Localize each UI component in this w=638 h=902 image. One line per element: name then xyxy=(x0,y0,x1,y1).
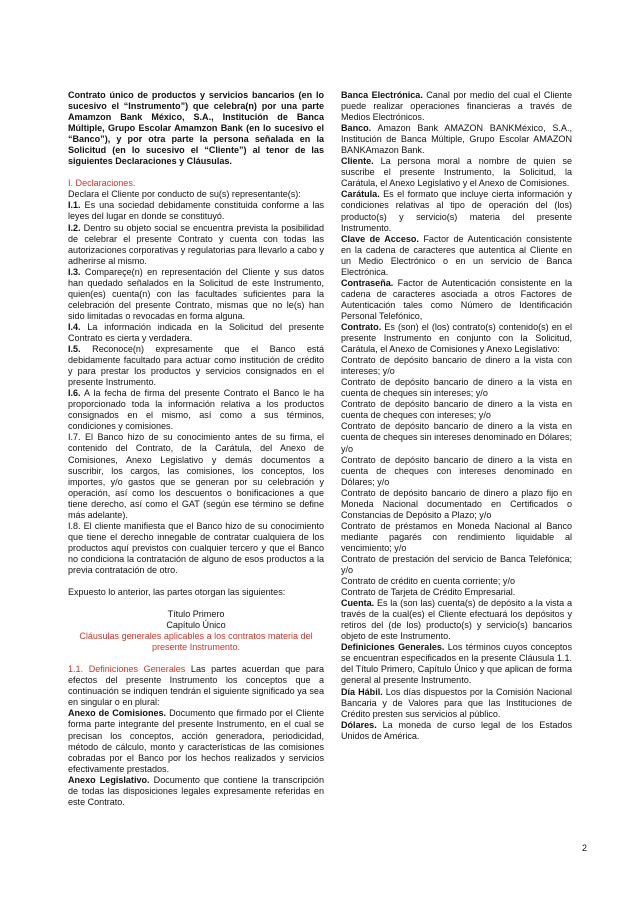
definition-caratula: Carátula. Es el formato que incluye cierta información y condiciones relativas al tipo de operación del (los) producto(s) y servicio(s) materia del presente Instrumento. xyxy=(341,189,572,233)
definition-contrato: Contrato. Es (son) el (los) contrato(s) contenido(s) en el presente Instrumento en conjunto con la Solicitud, Carátula, el Anexo de Comisiones y Anexo Legislativo: xyxy=(341,321,572,355)
titulo-primero: Título Primero xyxy=(167,609,225,620)
definition-cliente: Cliente. La persona moral a nombre de quien se suscribe el presente Instrumento, la Solicitud, la Carátula, el Anexo Legislativo y el Anexo de Comisiones. xyxy=(341,156,572,189)
declaracion-item: I.7. El Banco hizo de su conocimiento antes de su firma, el contenido del Contrato, de la Carátula, del Anexo de Comisiones, Anexo Legislativo y demás documentos a suscribir, los cargos, las comisiones, los conceptos, los importes, y/o gastos que se generan por su celebración y operación, así como los descuentos o bonificaciones a que tiene derecho, así como el GAT (según ese término se define más adelante). xyxy=(68,432,324,520)
capitulo-unico: Capítulo Único xyxy=(166,620,226,631)
definition-banco: Banco. Amazon Bank AMAZON BANKMéxico, S.A., Institución de Banca Múltiple, Grupo Escolar AMAZON BANKAmazon Bank. xyxy=(341,123,572,156)
contract-type-item: Contrato de depósito bancario de dinero a plazo fijo en Moneda Nacional documentado en Certificados o Constancias de Depósito a Plazo; y/o xyxy=(341,487,572,520)
contract-type-item: Contrato de depósito bancario de dinero a la vista en cuenta de cheques sin intereses; y/o xyxy=(341,377,572,399)
definition-anexo-legislativo-start: Anexo Legislativo. Documento que contiene la transcripción de todas las disposiciones legales expresamente referidas en este Contrato. xyxy=(68,774,324,807)
contract-type-item: Contrato de depósito bancario de dinero a la vista en cuenta de cheques con intereses; y/o xyxy=(341,399,572,421)
declaracion-item: I.8. El cliente manifiesta que el Banco hizo de su conocimiento que tiene el derecho innegable de contratar cualquiera de los productos aquí previstos con cualquier tercero y que el Banco no condiciona la contratación de alguno de esos productos a la previa contratación de otro. xyxy=(68,520,324,575)
declaracion-item: I.6. A la fecha de firma del presente Contrato el Banco le ha proporcionado toda la información relativa a los productos consignados en el mismo, así como a sus términos, condiciones y comisiones. xyxy=(68,388,324,432)
contract-type-item: Contrato de Tarjeta de Crédito Empresarial. xyxy=(341,587,516,598)
definition-anexo-comisiones: Anexo de Comisiones. Documento que firmado por el Cliente forma parte integrante del presente Instrumento, en el cual se precisan los conceptos, acción generadora, periodicidad, método de cálculo, monto y características de las comisiones cobradas por el Banco por los hechos realizados y servicios efectivamente prestados. xyxy=(68,708,324,774)
declaracion-item: I.4. La información indicada en la Solicitud del presente Contrato es cierta y verdadera. xyxy=(68,321,325,343)
contract-type-item: Contrato de crédito en cuenta corriente; y/o xyxy=(341,576,516,587)
declara-cliente: Declara el Cliente por conducto de su(s) representante(s): xyxy=(68,189,301,200)
contract-type-item: Contrato de depósito bancario de dinero a la vista en cuenta de cheques con intereses denominado en Dólares; y/o xyxy=(341,454,572,487)
definiciones-intro: 1.1. Definiciones Generales Las partes acuerdan que para efectos del presente Instrumento los conceptos que a continuación se indiquen tendrán el siguiente significado ya sea en singular o en plural: xyxy=(68,664,324,708)
declaracion-item: I.2. Dentro su objeto social se encuentra prevista la posibilidad de celebrar el presente Contrato y cuenta con todas las autorizaciones corporativas y regulatorias para llevarlo a cabo y adherirse al mismo. xyxy=(68,222,324,266)
left-column xyxy=(68,90,324,808)
definition-contrasena: Contraseña. Factor de Autenticación consistente en la cadena de caracteres asociada a otros Factores de Autenticación tales como Número de Identificación Personal Telefónico, xyxy=(341,277,572,321)
contract-type-item: Contrato de préstamos en Moneda Nacional al Banco mediante pagarés con rendimiento liquidable al vencimiento; y/o xyxy=(341,520,572,553)
clausulas-generales-heading: Cláusulas generales aplicables a los contratos materia del presente Instrumento. xyxy=(79,631,313,653)
page-number: 2 xyxy=(582,843,588,853)
declaracion-item: I.3. Compareçe(n) en representación del Cliente y sus datos han quedado señalados en la Solicitud de este Instrumento, quien(es) cuenta(n) con las facultades suficientes para la celebración del presente Contrato, mismas que no le(s) han sido limitadas o revocadas en forma alguna. xyxy=(68,266,324,321)
contract-type-item: Contrato de prestación del servicio de Banca Telefónica; y/o xyxy=(341,553,572,576)
declaracion-item: I.5. Reconoce(n) expresamente que el Banco está debidamente facultado para actuar como institución de crédito y para prestar los productos y servicios consignados en el presente Instrumento. xyxy=(68,344,324,388)
contract-type-item: Contrato de depósito bancario de dinero a la vista en cuenta de cheques sin intereses denominado en Dólares; y/o xyxy=(341,421,572,454)
definition-dia-habil: Día Hábil. Los días dispuestos por la Comisión Nacional Bancaria y de Valores para que las Instituciones de Crédito presten sus servicios al público. xyxy=(341,686,572,719)
declaracion-item: I.1. Es una sociedad debidamente constituida conforme a las leyes del lugar en donde se constituyó. xyxy=(68,200,324,222)
declaraciones-heading: I. Declaraciones. xyxy=(68,178,136,189)
definition-clave-acceso: Clave de Acceso. Factor de Autenticación consistente en la cadena de caracteres que autentica al Cliente en un Medio Electrónico o en un servicio de Banca Electrónica. xyxy=(341,233,572,277)
definition-definiciones-generales: Definiciones Generales. Los términos cuyos conceptos se encuentran especificados en la presente Cláusula 1.1. del Título Primero, Capítulo Único y que aplican de forma general al presente Instrumento. xyxy=(341,642,572,686)
right-column xyxy=(341,90,572,742)
contract-intro: Contrato único de productos y servicios bancarios (en lo sucesivo el “Instrumento”) que celebra(n) por una parte Amamzon Bank México, S.A., Institución de Banca Múltiple, Grupo Escolar Amamzon Bank (en lo sucesivo el “Banco”), y por otra parte la persona señalada en la Solicitud (en lo sucesivo el “Cliente”) al tenor de las siguientes Declaraciones y Cláusulas. xyxy=(68,90,324,167)
definition-dolares: Dólares. La moneda de curso legal de los Estados Unidos de América. xyxy=(341,719,572,741)
contract-type-item: Contrato de depósito bancario de dinero a la vista con intereses; y/o xyxy=(341,355,572,377)
definition-banca-electronica: Banca Electrónica. Canal por medio del cual el Cliente puede realizar operaciones financieras a través de Medios Electrónicos. xyxy=(341,90,572,123)
definition-cuenta: Cuenta. Es la (son las) cuenta(s) de depósito a la vista a través de la cual(es) el Cliente efectuará los depósitos y retiros del (de los) producto(s) y servicio(s) bancarios objeto de este Instrumento. xyxy=(341,598,572,642)
expuesto-text: Expuesto lo anterior, las partes otorgan las siguientes: xyxy=(68,587,286,598)
